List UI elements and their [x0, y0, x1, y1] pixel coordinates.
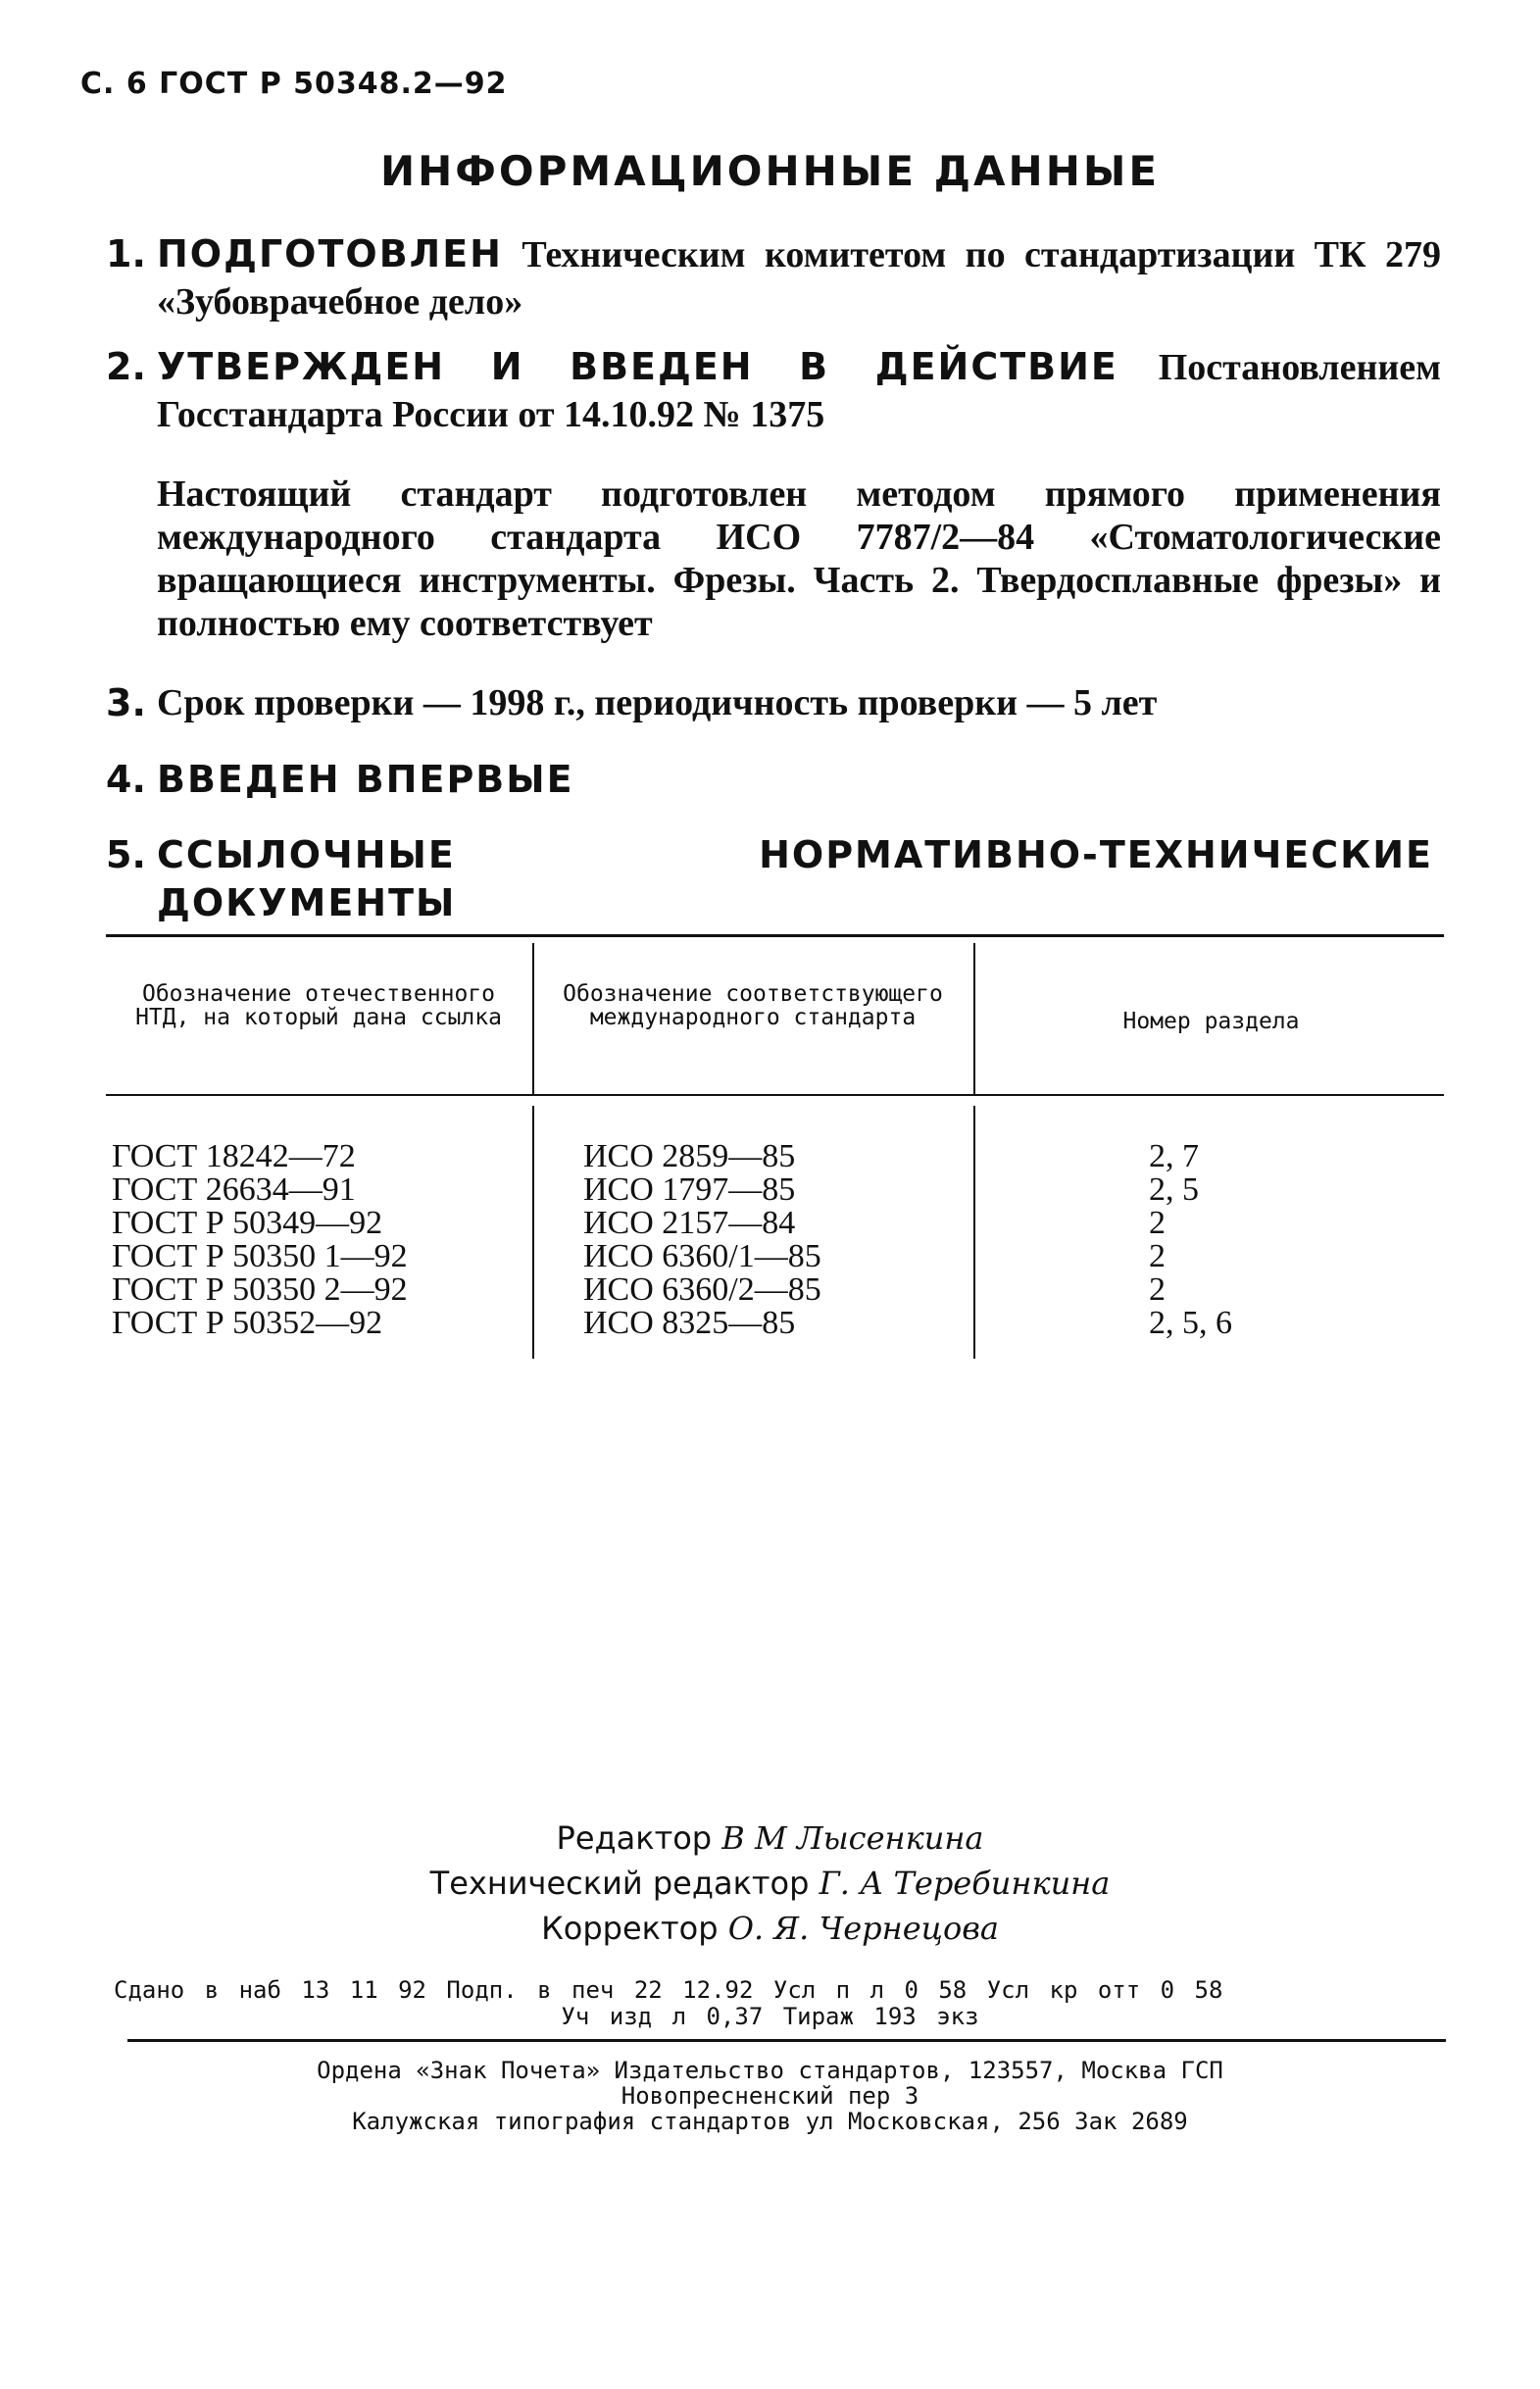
editor-name: В М Лысенкина	[721, 1819, 984, 1857]
tech-editor-name: Г. А Теребинкина	[819, 1865, 1111, 1902]
table-cell: ИСО 8325—85	[583, 1305, 796, 1341]
table-cell: ГОСТ Р 50352—92	[112, 1305, 383, 1341]
table-cell: ИСО 1797—85	[583, 1171, 796, 1208]
info-item-2	[108, 343, 1441, 438]
imprint-line-4: Новопресненский пер 3	[621, 2082, 919, 2110]
item-lead: ПОДГОТОВЛЕН	[157, 232, 503, 275]
info-item-3	[108, 679, 1441, 726]
table-cell: 2	[1149, 1271, 1166, 1308]
table-cell: ГОСТ 26634—91	[112, 1171, 356, 1208]
imprint-line-3: Ордена «Знак Почета» Издательство стандартов, 123557, Москва ГСП	[317, 2057, 1223, 2084]
corrector-label: Корректор	[541, 1910, 719, 1947]
table-column-international	[583, 1140, 821, 1340]
item-lead: УТВЕРЖДЕН И ВВЕДЕН В ДЕЙСТВИЕ	[157, 345, 1118, 388]
item-lead: ССЫЛОЧНЫЕ НОРМАТИВНО-ТЕХНИЧЕСКИЕ ДОКУМЕНТЫ	[157, 833, 1433, 924]
table-cell: 2, 7	[1149, 1138, 1199, 1174]
info-item-1	[108, 230, 1441, 325]
info-item-4	[108, 756, 1441, 804]
table-cell: 2	[1149, 1238, 1166, 1274]
table-header-cell: Номер раздела	[1122, 1009, 1300, 1034]
table-cell: ИСО 6360/2—85	[583, 1271, 821, 1308]
table-divider	[973, 943, 975, 1094]
item-number: 1.	[106, 232, 146, 275]
table-header-cell: Обозначение отечественного НТД, на который дана ссылка	[135, 981, 502, 1030]
table-cell: ГОСТ Р 50349—92	[112, 1205, 383, 1241]
corrector-name: О. Я. Чернецова	[727, 1910, 999, 1947]
editor-label: Редактор	[556, 1819, 713, 1857]
table-divider	[532, 1106, 534, 1359]
table-cell: ИСО 6360/1—85	[583, 1238, 821, 1274]
table-column-domestic	[112, 1140, 408, 1340]
table-column-section	[1149, 1140, 1232, 1340]
item-lead: ВВЕДЕН ВПЕРВЫЕ	[157, 758, 574, 801]
tech-editor-label: Технический редактор	[429, 1865, 810, 1902]
table-cell: 2, 5	[1149, 1171, 1199, 1208]
tech-editor-line	[0, 1861, 1540, 1906]
imprint-line-5: Калужская типография стандартов ул Московская, 256 Зак 2689	[352, 2108, 1188, 2135]
credits-block	[0, 1816, 1540, 1951]
item-text: Срок проверки — 1998 г., периодичность проверки — 5 лет	[157, 682, 1158, 723]
table-cell: ИСО 2859—85	[583, 1138, 796, 1174]
table-cell: 2	[1149, 1205, 1166, 1241]
imprint-rule	[127, 2039, 1446, 2042]
table-header-cell: Обозначение соответствующего международного стандарта	[563, 981, 943, 1030]
info-item-5	[108, 831, 1441, 927]
item-number: 3.	[106, 681, 146, 724]
imprint-line-1: Сдано в наб 13 11 92 Подп. в печ 22 12.92 Усл п л 0 58 Усл кр отт 0 58	[114, 1976, 1223, 2004]
editor-line	[0, 1816, 1540, 1861]
page-title: ИНФОРМАЦИОННЫЕ ДАННЫЕ	[379, 147, 1161, 195]
table-cell: 2, 5, 6	[1149, 1305, 1232, 1341]
table-header-rule	[106, 1094, 1444, 1096]
item-text: Постановлением Госстандарта России от 14.10.92 № 1375	[157, 347, 1441, 435]
table-top-rule	[106, 934, 1444, 937]
item-text: Техническим комитетом по стандартизации ТК 279 «Зубоврачебное дело»	[157, 234, 1442, 323]
imprint-line-2: Уч изд л 0,37 Тираж 193 экз	[561, 2003, 979, 2030]
item-number: 2.	[106, 345, 146, 388]
table-cell: ГОСТ Р 50350 1—92	[112, 1238, 408, 1274]
item-number: 4.	[106, 758, 146, 801]
table-divider	[532, 943, 534, 1094]
corrector-line	[0, 1906, 1540, 1951]
table-divider	[973, 1106, 975, 1359]
table-cell: ГОСТ 18242—72	[112, 1138, 356, 1174]
table-cell: ГОСТ Р 50350 2—92	[112, 1271, 408, 1308]
table-cell: ИСО 2157—84	[583, 1205, 796, 1241]
page-header: С. 6 ГОСТ Р 50348.2—92	[80, 67, 508, 101]
item-number: 5.	[106, 833, 146, 876]
note-paragraph: Настоящий стандарт подготовлен методом прямого применения международного стандарта ИСО 7787/2—84 «Стоматологические вращающиеся инструменты. Фрезы. Часть 2. Твердосплавные фрезы» и полностью ему соответствует	[157, 473, 1441, 644]
